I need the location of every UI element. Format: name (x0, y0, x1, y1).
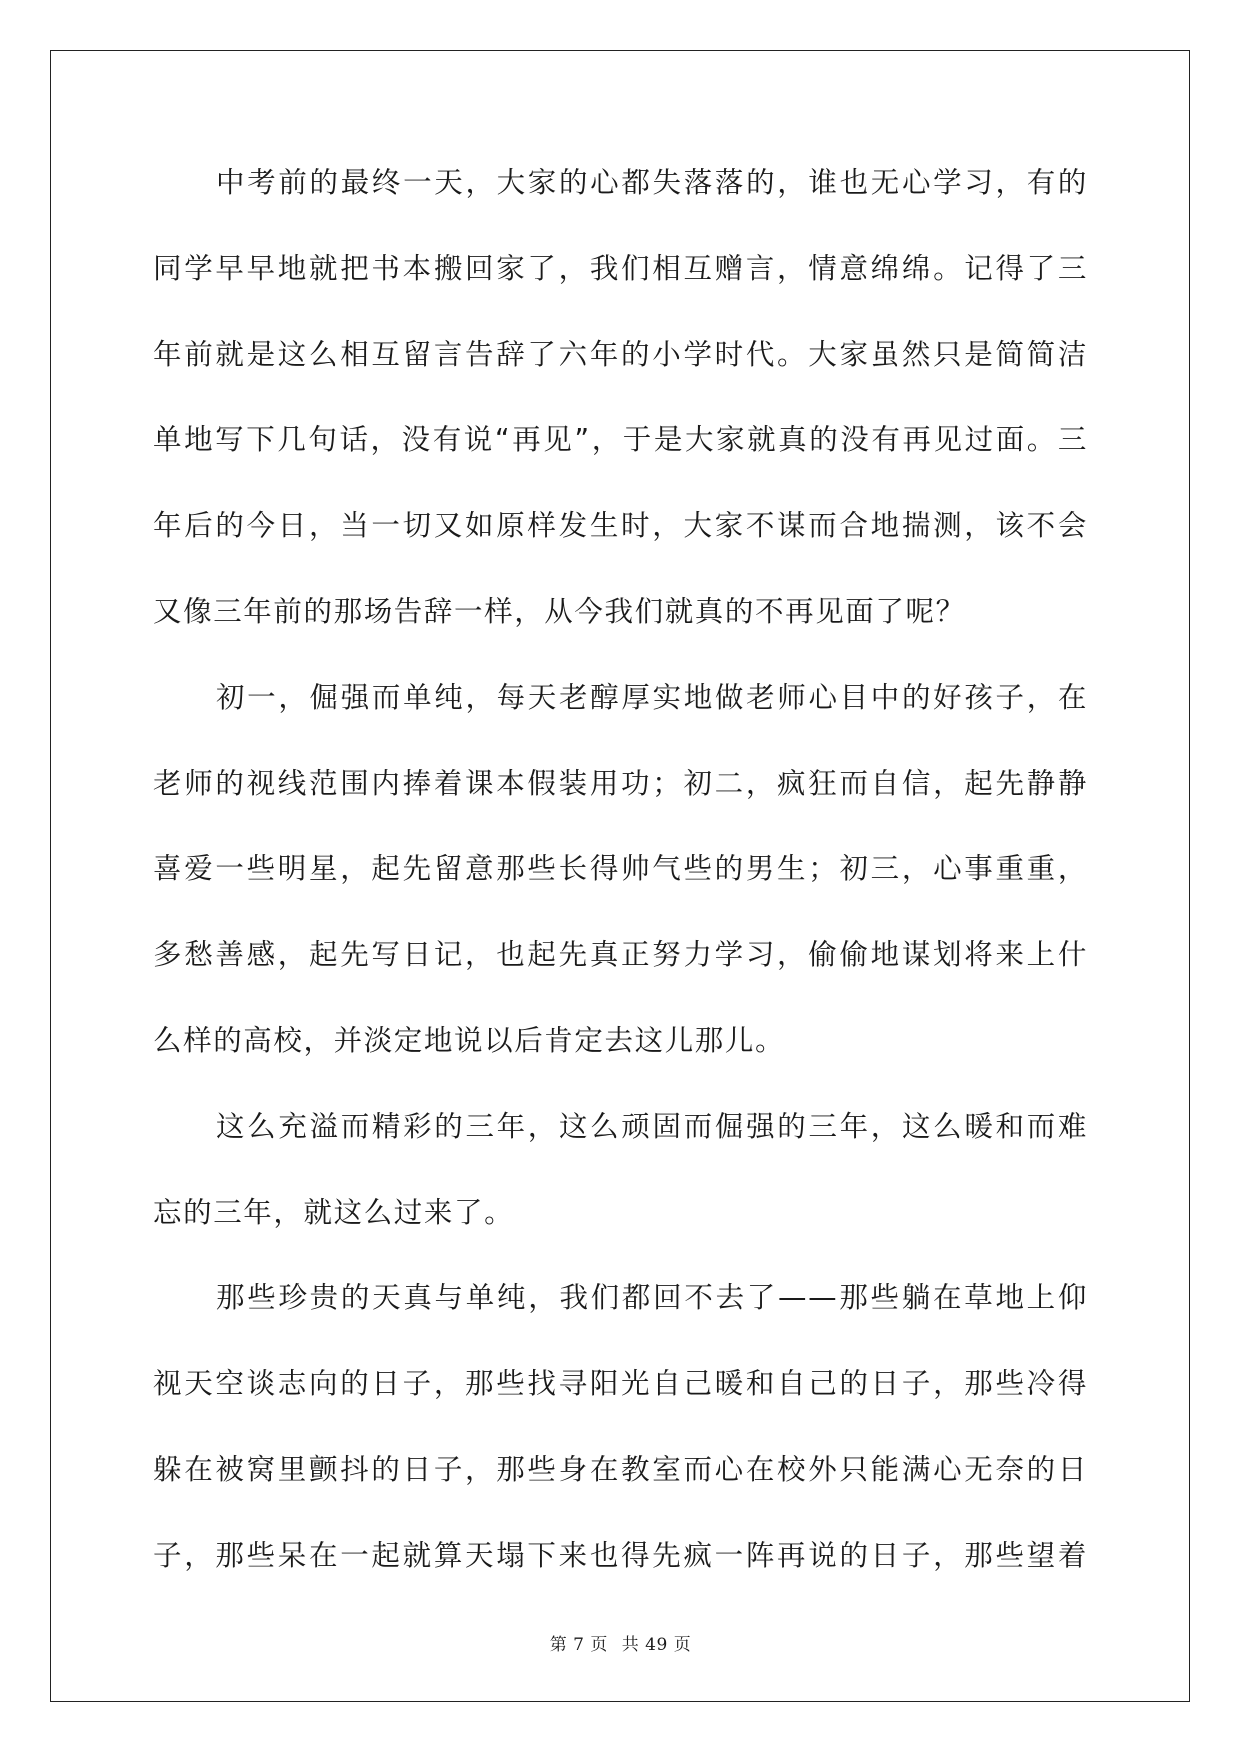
text-line: 这么充溢而精彩的三年，这么顽固而倔强的三年，这么暖和而难 (216, 1109, 1088, 1143)
text-line: 喜爱一些明星，起先留意那些长得帅气些的男生；初三，心事重重， (153, 852, 1088, 886)
text-line: 中考前的最终一天，大家的心都失落落的，谁也无心学习，有的 (216, 166, 1088, 199)
text-line: 年后的今日，当一切又如原样发生时，大家不谋而合地揣测，该不会 (153, 509, 1088, 543)
text-line: 忘的三年，就这么过来了。 (153, 1195, 515, 1229)
text-line: 多愁善感，起先写日记，也起先真正努力学习，偷偷地谋划将来上什 (153, 938, 1088, 972)
text-line: 么样的高校，并淡定地说以后肯定去这儿那儿。 (153, 1023, 786, 1057)
text-line: 同学早早地就把书本搬回家了，我们相互赠言，情意绵绵。记得了三 (153, 251, 1088, 285)
text-line: 子，那些呆在一起就算天塌下来也得先疯一阵再说的日子，那些望着 (153, 1538, 1088, 1572)
text-line: 单地写下几句话，没有说“再见”，于是大家就真的没有再见过面。三 (153, 423, 1088, 457)
text-line: 视天空谈志向的日子，那些找寻阳光自己暖和自己的日子，那些冷得 (153, 1367, 1088, 1401)
page-number: 第 7 页 (549, 1635, 608, 1655)
text-line: 年前就是这么相互留言告辞了六年的小学时代。大家虽然只是简简洁 (153, 337, 1088, 371)
page-footer (0, 1630, 1241, 1655)
text-line: 又像三年前的那场告辞一样，从今我们就真的不再见面了呢？ (153, 594, 966, 628)
text-line: 初一，倔强而单纯，每天老醇厚实地做老师心目中的好孩子，在 (216, 680, 1088, 714)
text-line: 躲在被窝里颤抖的日子，那些身在教室而心在校外只能满心无奈的日 (153, 1452, 1088, 1486)
page-total: 共 49 页 (621, 1635, 692, 1655)
text-line: 那些珍贵的天真与单纯，我们都回不去了——那些躺在草地上仰 (216, 1281, 1088, 1315)
document-body (153, 163, 1088, 1622)
text-line: 老师的视线范围内捧着课本假装用功；初二，疯狂而自信，起先静静 (153, 766, 1088, 800)
